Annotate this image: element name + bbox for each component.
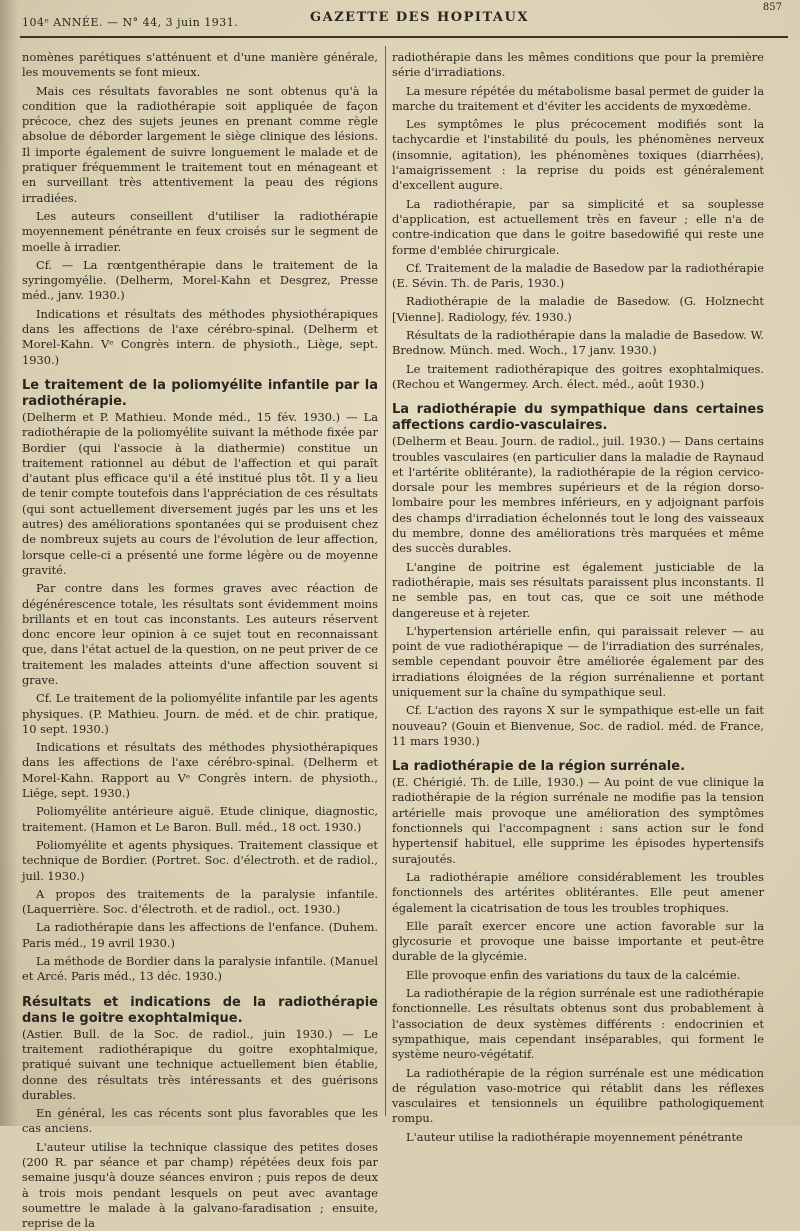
paragraph: L'angine de poitrine est également justiciable de la radiothérapie, mais ses résultats paraissent plus inconstants. Il ne semble pas, en tout cas, que ce soit une méthode dangereuse et à rejeter. [392, 559, 764, 620]
paragraph: Indications et résultats des méthodes physiothérapiques dans les affections de l'axe cérébro-spinal. (Delherm et Morel-Kahn. Rapport au Vᵉ Congrès intern. de physioth., Liége, sept. 1930.) [22, 740, 378, 801]
paragraph: radiothérapie dans les mêmes conditions que pour la première série d'irradiations. [392, 50, 764, 80]
page-header [14, 4, 792, 34]
journal-title: GAZETTE DES HOPITAUX [310, 10, 529, 25]
paragraph: L'auteur utilise la technique classique des petites doses (200 R. par séance et par champ) répétées deux fois par semaine jusqu'à douze séances environ ; puis repos de deux à trois mois pendant lesquels on peut avec avantage soumettre le malade à la galvano-faradisation ; ensuite, reprise de la [22, 1139, 378, 1231]
paragraph: (Delherm et Beau. Journ. de radiol., juil. 1930.) — Dans certains troubles vasculaires (en particulier dans la maladie de Raynaud et l'artérite oblitérante), la radiothérapie de la région cervico-dorsale pour les membres supérieurs et de la région dorso-lombaire pour les membres inférieurs, en y adjoignant parfois des champs d'irradiation échelonnés tout le long des vaisseaux du membre, donne des améliorations très marquées et même des succès durables. [392, 434, 764, 556]
paragraph: Elle provoque enfin des variations du taux de la calcémie. [406, 967, 741, 982]
section-heading: Le traitement de la poliomyélite infantile par la radiothérapie. [22, 377, 378, 409]
paragraph: (Delherm et P. Mathieu. Monde méd., 15 fév. 1930.) — La radiothérapie de la poliomyélite suivant la méthode fixée par Bordier (qui l'associe à la diathermie) constitue un traitement rationnel au début de l'affection et qui paraît d'autant plus efficace qu'il a été institué plus tôt. Il y a lieu de tenir compte toutefois dans l'appréciation de ces résultats (qui sont actuellement diversement jugés par les uns et les autres) des améliorations spontanées qui se produisent chez de nombreux sujets au cours de l'évolution de leur affection, lorsque celle-ci a présenté une forme légère ou de moyenne gravité. [22, 409, 378, 577]
paragraph: La radiothérapie, par sa simplicité et sa souplesse d'application, est actuellement très en faveur ; elle n'a de contre-indication que dans le goitre basedowifié qui reste une forme d'emblée chirurgicale. [392, 196, 764, 257]
paragraph: Les symptômes le plus précocement modifiés sont la tachycardie et l'instabilité du pouls, les phénomènes nerveux (insomnie, agitation), les phénomènes toxiques (diarrhées), l'amaigrissement : la reprise du poids est généralement d'excellent augure. [392, 117, 764, 193]
paragraph: La radiothérapie améliore considérablement les troubles fonctionnels des artérites oblitérantes. Elle peut amener également la cicatrisation de tous les troubles trophiques. [392, 869, 764, 915]
section-heading: La radiothérapie du sympathique dans certaines affections cardio-vasculaires. [392, 402, 764, 434]
paragraph: Par contre dans les formes graves avec réaction de dégénérescence totale, les résultats sont évidemment moins brillants et en tout cas inconstants. Les auteurs réservent donc encore leur opinion à ce sujet tout en reconnaissant que, dans l'état actuel de la question, on ne peut priver de ce traitement les malades atteints d'une affection souvent si grave. [22, 581, 378, 687]
paragraph: Elle paraît exercer encore une action favorable sur la glycosurie et provoque une baisse importante et peut-être durable de la glycémie. [392, 918, 764, 964]
paragraph: Cf. L'action des rayons X sur le sympathique est-elle un fait nouveau? (Gouin et Bienvenue, Soc. de radiol. méd. de France, 11 mars 1930.) [392, 703, 764, 748]
paragraph: La mesure répétée du métabolisme basal permet de guider la marche du traitement et d'éviter les accidents de myxœdème. [392, 83, 764, 113]
paragraph: La radiothérapie de la région surrénale est une médication de régulation vaso-motrice qui rétablit dans les réflexes vasculaires et tensionnels un équilibre pathologiquement rompu. [392, 1065, 764, 1126]
paragraph: Radiothérapie de la maladie de Basedow. (G. Holznecht [Vienne]. Radiology, fév. 1930.) [392, 294, 764, 324]
paragraph: (Astier. Bull. de la Soc. de radiol., juin 1930.) — Le traitement radiothérapique du goitre exophtalmique, pratiqué suivant une technique actuellement bien établie, donne des résultats très intéressants et des guérisons durables. [22, 1026, 378, 1102]
paragraph: En général, les cas récents sont plus favorables que les cas anciens. [22, 1106, 378, 1136]
left-column [22, 50, 378, 1231]
paragraph: Cf. — La rœntgenthérapie dans le traitement de la syringomyélie. (Delherm, Morel-Kahn et Desgrez, Presse méd., janv. 1930.) [22, 257, 378, 303]
issue-info: 104ᵉ ANNÉE. — N° 44, 3 juin 1931. [22, 16, 239, 29]
page-edge-shadow [0, 0, 18, 1126]
section-heading: La radiothérapie de la région surrénale. [392, 759, 686, 775]
paragraph: Mais ces résultats favorables ne sont obtenus qu'à la condition que la radiothérapie soit appliquée de façon précoce, chez des sujets jeunes en prenant comme règle absolue de déborder largement le siège clinique des lésions. Il importe également de suivre longuement le malade et de pratiquer fréquemment le traitement tout en ménageant et en surveillant très attentivement la peau des régions irradiées. [22, 83, 378, 205]
paragraph: La méthode de Bordier dans la paralysie infantile. (Manuel et Arcé. Paris méd., 13 déc. 1930.) [22, 954, 378, 984]
paragraph: A propos des traitements de la paralysie infantile. (Laquerrière. Soc. d'électroth. et de radiol., oct. 1930.) [22, 886, 378, 917]
paragraph: Indications et résultats des méthodes physiothérapiques dans les affections de l'axe cérébro-spinal. (Delherm et Morel-Kahn. Vᵉ Congrès intern. de physioth., Liège, sept. 1930.) [22, 306, 378, 367]
paragraph: Poliomyélite antérieure aiguë. Etude clinique, diagnostic, traitement. (Hamon et Le Baron. Bull. méd., 18 oct. 1930.) [22, 804, 378, 834]
right-column [392, 50, 764, 1144]
paragraph: La radiothérapie dans les affections de l'enfance. (Duhem. Paris méd., 19 avril 1930.) [22, 920, 378, 950]
paragraph: Cf. Le traitement de la poliomyélite infantile par les agents physiques. (P. Mathieu. Journ. de méd. et de chir. pratique, 10 sept. 1930.) [22, 691, 378, 736]
header-rule [20, 36, 788, 38]
section-heading: Résultats et indications de la radiothérapie dans le goitre exophtalmique. [22, 994, 378, 1026]
column-divider [385, 46, 386, 1116]
paragraph: L'hypertension artérielle enfin, qui paraissait relever — au point de vue radiothérapique — de l'irradiation des surrénales, semble cependant pouvoir être améliorée également par des irradiations éloignées de la région surrénalienne et portant uniquement sur la chaîne du sympathique seul. [392, 623, 764, 699]
paragraph: L'auteur utilise la radiothérapie moyennement pénétrante [406, 1129, 743, 1144]
paragraph: Cf. Traitement de la maladie de Basedow par la radiothérapie (E. Sévin. Th. de Paris, 1930.) [392, 260, 764, 291]
paragraph: Poliomyélite et agents physiques. Traitement classique et technique de Bordier. (Portret. Soc. d'électroth. et de radiol., juil. 1930.) [22, 837, 378, 883]
paragraph: Le traitement radiothérapique des goitres exophtalmiques. (Rechou et Wangermey. Arch. élect. méd., août 1930.) [392, 361, 764, 391]
paragraph: Résultats de la radiothérapie dans la maladie de Basedow. W. Brednow. Münch. med. Woch., 17 janv. 1930.) [392, 328, 764, 358]
paragraph: nomènes parétiques s'atténuent et d'une manière générale, les mouvements se font mieux. [22, 50, 378, 80]
paragraph: Les auteurs conseillent d'utiliser la radiothérapie moyennement pénétrante en feux croisés sur le segment de moelle à irradier. [22, 208, 378, 254]
page-number: 857 [762, 2, 782, 13]
paragraph: La radiothérapie de la région surrénale est une radiothérapie fonctionnelle. Les résultats obtenus sont dus probablement à l'association de deux systèmes différents : endocrinien et sympathique, mais cependant inséparables, qui forment le système neuro-végétatif. [392, 986, 764, 1062]
paragraph: (E. Chérigié. Th. de Lille, 1930.) — Au point de vue clinique la radiothérapie de la région surrénale ne modifie pas la tension artérielle mais provoque une amélioration des symptômes fonctionnels qui l'accompagnent : sans action sur le fond hypertensif habituel, elle supprime les épisodes hypertensifs surajoutés. [392, 775, 764, 866]
